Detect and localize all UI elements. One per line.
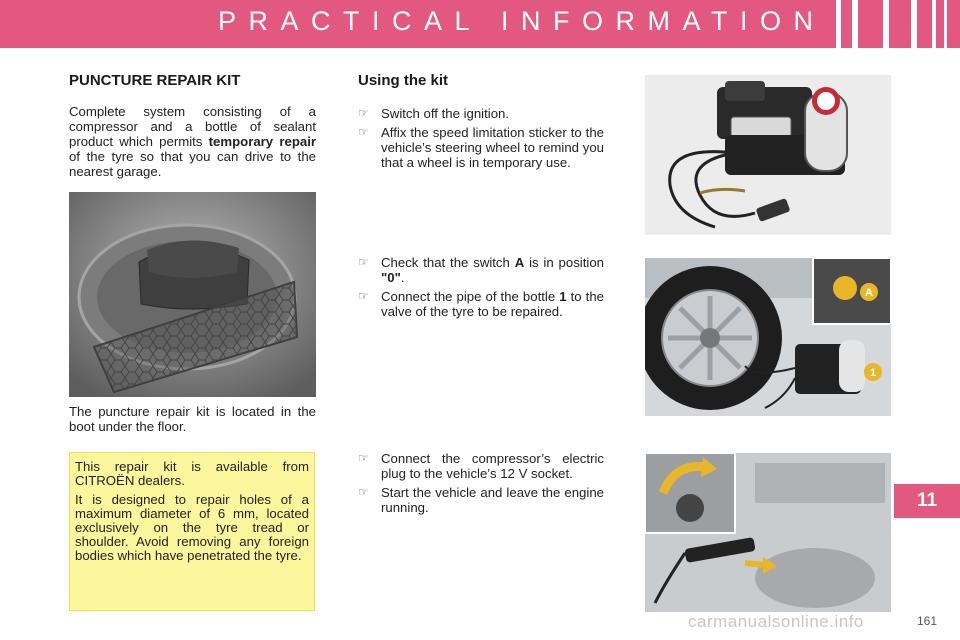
step-item: ☞ Affix the speed limitation sticker to the vehicle’s steering wheel to remind you that a wheel is in temporary use.: [358, 125, 604, 170]
pointing-hand-icon: ☞: [358, 255, 369, 269]
tyre-connection-photo: [645, 258, 891, 416]
pointing-hand-icon: ☞: [358, 289, 369, 303]
step-item: ☞ Connect the compressor’s electric plug to the vehicle’s 12 V socket.: [358, 451, 604, 481]
step-item: ☞ Check that the switch A is in position "0".: [358, 255, 604, 285]
temporary-repair-emphasis: temporary repair: [208, 134, 316, 149]
page-header: [0, 0, 960, 48]
step-item: ☞ Switch off the ignition.: [358, 106, 510, 121]
kit-intro: Complete system consisting of a compressor and a bottle of sealant product which permits temporary repair of the tyre so that you can drive to the nearest garage.: [69, 104, 316, 179]
pointing-hand-icon: ☞: [358, 125, 369, 139]
callout-a: A: [865, 287, 873, 299]
kit-location: The puncture repair kit is located in the boot under the floor.: [69, 404, 316, 434]
12v-socket-photo: [645, 453, 891, 612]
note-paragraph-2: It is designed to repair holes of a maximum diameter of 6 mm, located exclusively on the tyre tread or shoulder. Avoid removing any foreign bodies which have penetrated the tyre.: [75, 492, 309, 563]
step-item: ☞ Start the vehicle and leave the engine running.: [358, 485, 604, 515]
using-kit-heading: Using the kit: [358, 72, 449, 89]
availability-note: [69, 452, 315, 611]
steps-group-2: [358, 255, 604, 323]
section-title: PRACTICAL INFORMATION: [218, 6, 826, 36]
note-paragraph-1: This repair kit is available from CITROËN dealers.: [75, 459, 309, 488]
compressor-kit-photo: [645, 75, 891, 235]
steps-group-3: [358, 451, 604, 519]
pointing-hand-icon: ☞: [358, 451, 369, 465]
pointing-hand-icon: ☞: [358, 106, 369, 120]
kit-heading: PUNCTURE REPAIR KIT: [69, 72, 241, 89]
callout-1: 1: [870, 367, 877, 379]
page-number: 161: [917, 614, 938, 628]
boot-photo: [69, 192, 316, 397]
step-item: ☞ Connect the pipe of the bottle 1 to the valve of the tyre to be repaired.: [358, 289, 604, 319]
watermark: carmanualsonline.info: [688, 612, 864, 631]
steps-group-1: [358, 106, 604, 174]
pointing-hand-icon: ☞: [358, 485, 369, 499]
chapter-tab[interactable]: 11: [894, 484, 960, 518]
